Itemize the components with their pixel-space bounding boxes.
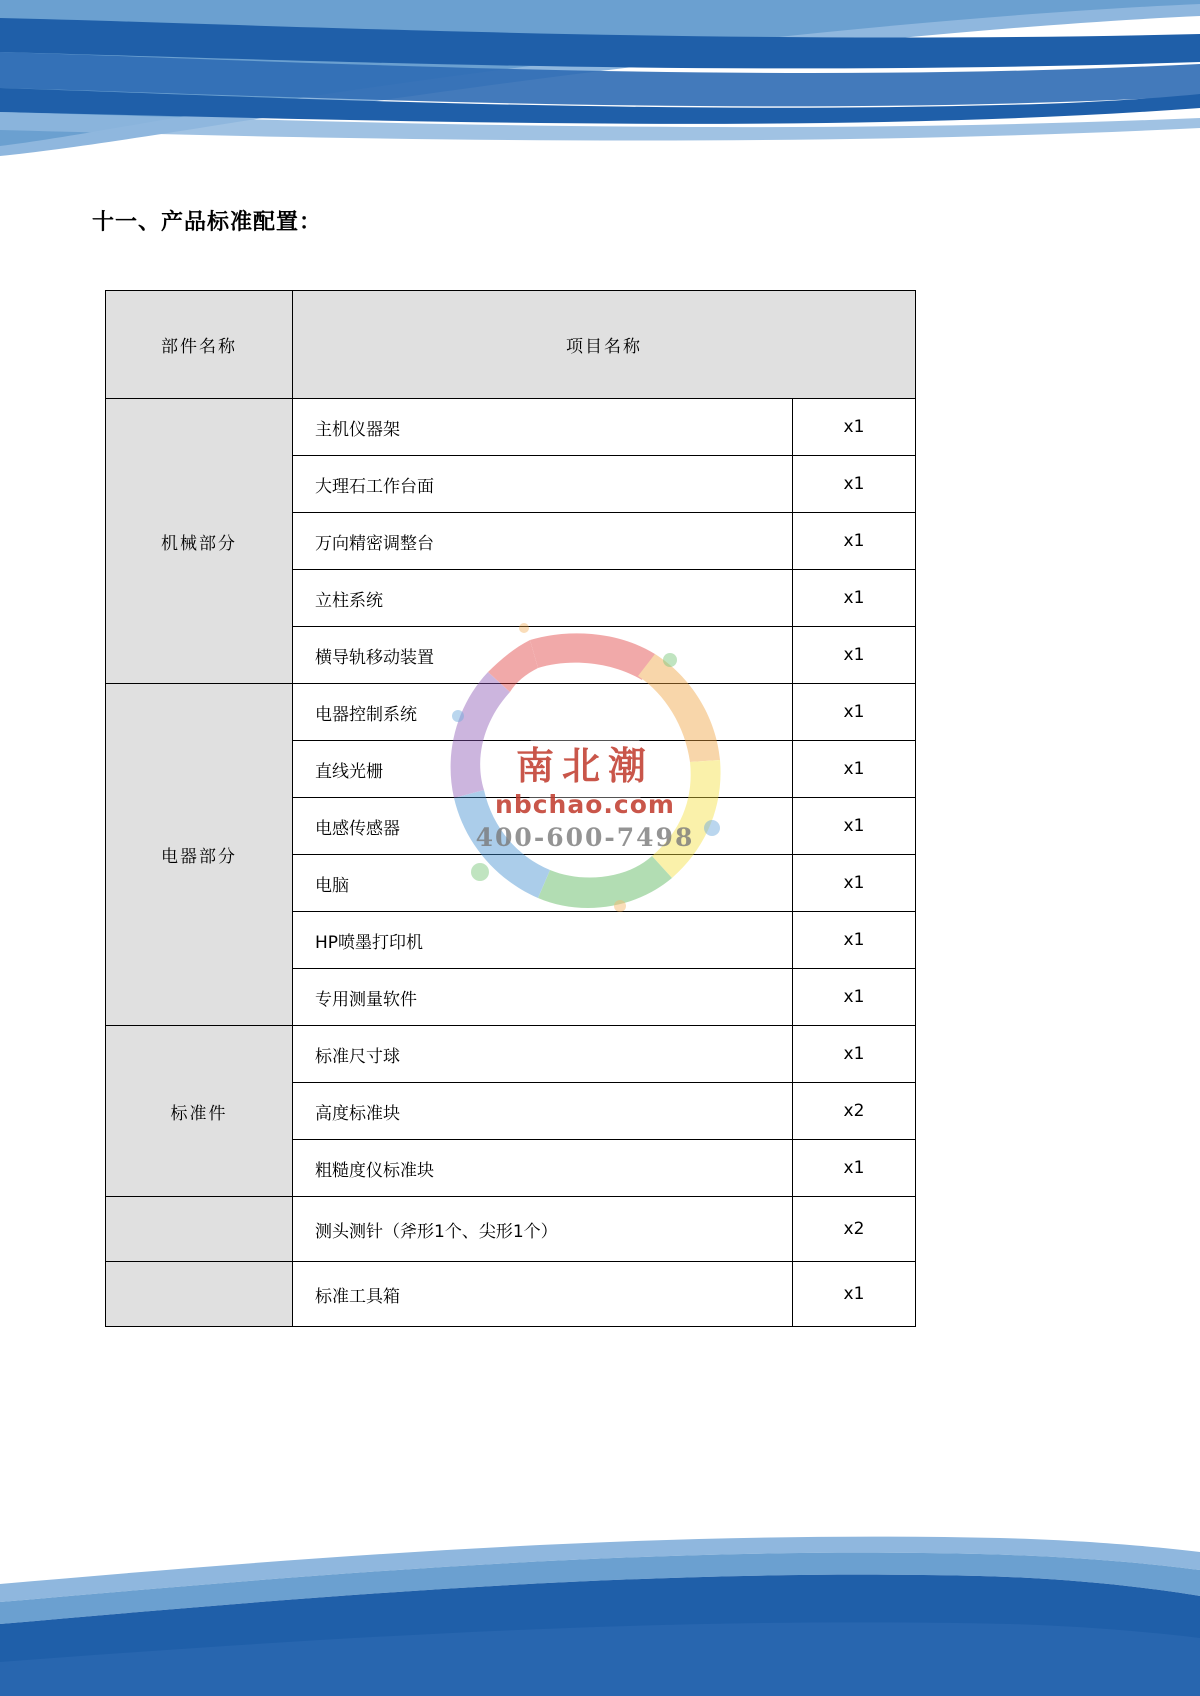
- item-name-cell: HP喷墨打印机: [293, 912, 793, 969]
- header-wave-decoration: [0, 0, 1200, 190]
- watermark-brand-en: nbchao.com: [495, 790, 675, 819]
- item-qty-cell: x2: [793, 1197, 916, 1262]
- item-qty-cell: x1: [793, 627, 916, 684]
- item-name-cell: 专用测量软件: [293, 969, 793, 1026]
- item-qty-cell: x1: [793, 456, 916, 513]
- item-qty-cell: x1: [793, 741, 916, 798]
- table-header-row: [106, 291, 916, 399]
- item-qty-cell: x1: [793, 912, 916, 969]
- item-qty-cell: x1: [793, 684, 916, 741]
- table-row: [106, 399, 916, 456]
- item-name-cell: 立柱系统: [293, 570, 793, 627]
- watermark-phone: 400-600-7498: [475, 823, 695, 852]
- watermark-brand-cn: 南北潮: [515, 743, 654, 788]
- item-name-cell: 标准工具箱: [293, 1262, 793, 1327]
- item-qty-cell: x1: [793, 513, 916, 570]
- part-name-cell-empty: [106, 1262, 293, 1327]
- column-header-part: 部件名称: [106, 291, 293, 399]
- item-name-cell: 标准尺寸球: [293, 1026, 793, 1083]
- item-name-cell: 电器控制系统: [293, 684, 793, 741]
- item-name-cell: 直线光栅: [293, 741, 793, 798]
- item-qty-cell: x1: [793, 1026, 916, 1083]
- item-qty-cell: x1: [793, 798, 916, 855]
- part-name-cell: 标准件: [106, 1026, 293, 1197]
- item-name-cell: 大理石工作台面: [293, 456, 793, 513]
- item-qty-cell: x1: [793, 399, 916, 456]
- item-name-cell: 万向精密调整台: [293, 513, 793, 570]
- item-name-cell: 主机仪器架: [293, 399, 793, 456]
- item-name-cell: 高度标准块: [293, 1083, 793, 1140]
- item-name-cell: 电感传感器: [293, 798, 793, 855]
- part-name-cell: 电器部分: [106, 684, 293, 1026]
- item-qty-cell: x1: [793, 1140, 916, 1197]
- item-name-cell: 横导轨移动装置: [293, 627, 793, 684]
- item-qty-cell: x1: [793, 570, 916, 627]
- table-row: [106, 1197, 916, 1262]
- table-row: [106, 1026, 916, 1083]
- item-name-cell: 粗糙度仪标准块: [293, 1140, 793, 1197]
- item-qty-cell: x1: [793, 1262, 916, 1327]
- item-name-cell: 电脑: [293, 855, 793, 912]
- product-configuration-table: [105, 290, 916, 1327]
- item-qty-cell: x1: [793, 855, 916, 912]
- table-row: [106, 1262, 916, 1327]
- part-name-cell: 机械部分: [106, 399, 293, 684]
- page-title: 十一、产品标准配置：: [92, 210, 323, 235]
- footer-wave-decoration: [0, 1466, 1200, 1696]
- table-row: [106, 684, 916, 741]
- part-name-cell-empty: [106, 1197, 293, 1262]
- item-qty-cell: x2: [793, 1083, 916, 1140]
- item-qty-cell: x1: [793, 969, 916, 1026]
- column-header-item: 项目名称: [293, 291, 916, 399]
- item-name-cell: 测头测针（斧形1个、尖形1个）: [293, 1197, 793, 1262]
